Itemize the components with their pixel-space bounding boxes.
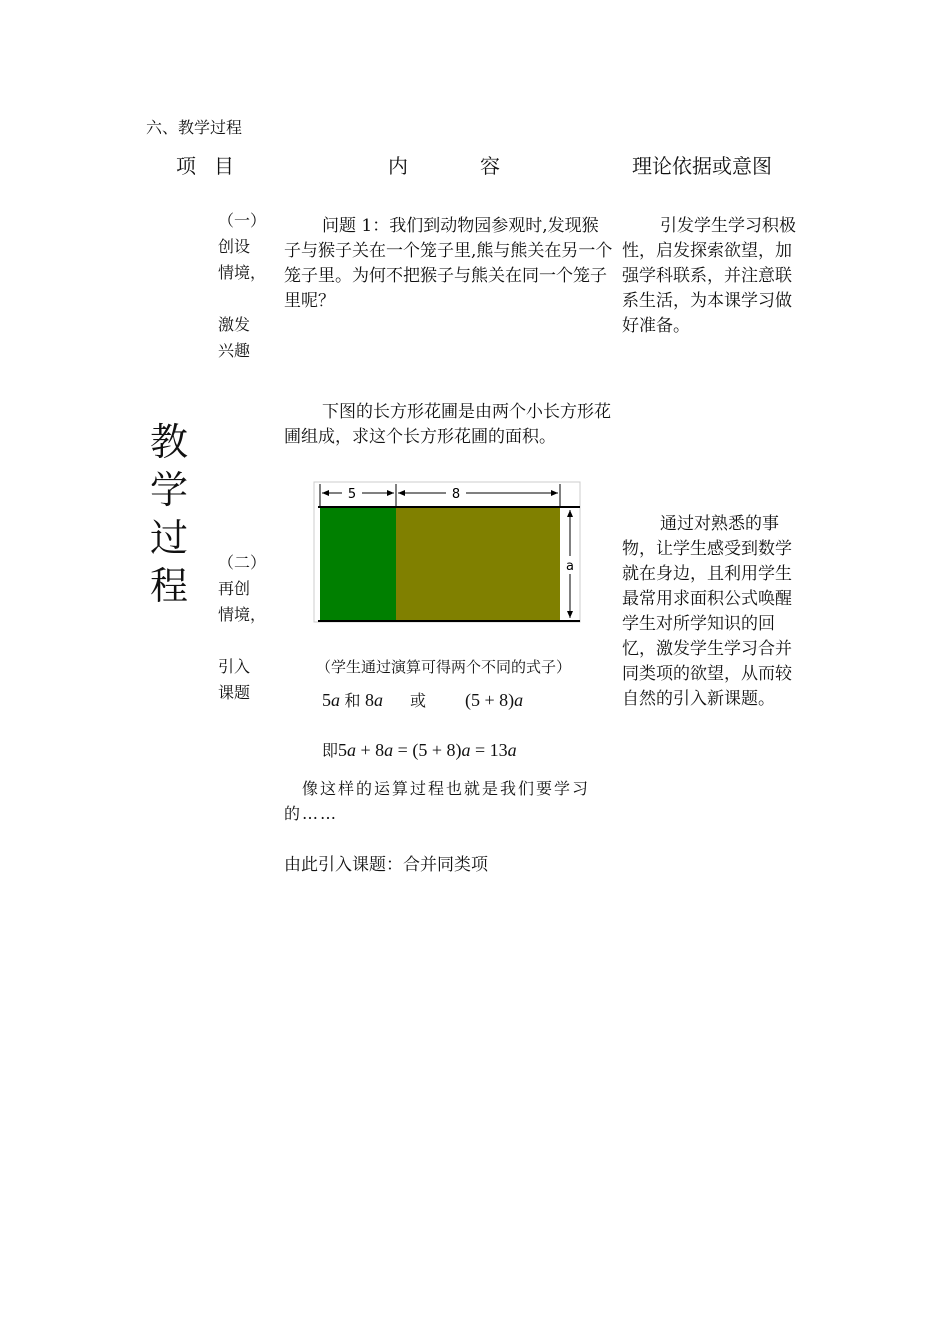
side-label-char: 程: [150, 564, 189, 608]
stage1-label-line: 激发: [218, 315, 251, 334]
stage2-content: 下图的长方形花圃是由两个小长方形花圃组成，求这个长方形花圃的面积。: [284, 402, 611, 447]
header-content-b: 容: [480, 154, 500, 178]
section-title: 六、教学过程: [146, 118, 243, 137]
f1-var: a: [374, 690, 384, 710]
stage2-label-line: 情境，: [218, 605, 267, 624]
arrow-right-icon: [387, 490, 394, 496]
f2-var: a: [507, 740, 517, 760]
f2-var: a: [347, 740, 357, 760]
stage2-label-line: 再创: [218, 579, 251, 598]
arrow-up-icon: [567, 510, 573, 517]
label-height-a: a: [566, 559, 574, 574]
stage2-after: 像这样的运算过程也就是我们要学习的……: [284, 779, 591, 823]
stage1-label-line: 兴趣: [218, 341, 251, 360]
f2-eq2: = 13: [470, 740, 508, 760]
f1-and: 和: [344, 691, 361, 710]
garden-figure: [312, 480, 584, 624]
stage2-intro: 由此引入课题：合并同类项: [284, 855, 488, 875]
stage1-theory: 引发学生学习积极性，启发探索欲望，加强学科联系，并注意联系生活，为本课学习做好准备。: [622, 216, 796, 336]
header-theory: 理论依据或意图: [632, 154, 772, 178]
stage1-label: [218, 208, 270, 364]
side-label: [150, 418, 198, 610]
stage2-theory: 通过对熟悉的事物，让学生感受到数学就在身边，且利用学生最常用求面积公式唤醒学生对所学知识的回忆，激发学生学习合并同类项的欲望，从而较自然的引入新课题。: [622, 514, 792, 709]
arrow-left-icon: [322, 490, 329, 496]
f1-a: 5: [322, 690, 331, 710]
arrow-right-icon: [551, 490, 558, 496]
stage2-label-line: [218, 628, 270, 654]
stage1-label-line: 创设: [218, 237, 251, 256]
stage2-label: [218, 550, 270, 706]
stage1-label-line: [218, 286, 270, 312]
f1-b: 8: [365, 690, 375, 710]
stage1-label-line: 情境，: [218, 263, 267, 282]
f1-var: a: [514, 690, 524, 710]
side-label-char: 过: [150, 516, 189, 560]
f2-prefix: 即: [322, 741, 339, 760]
stage2-label-line: 课题: [218, 683, 251, 702]
f1-var: a: [331, 690, 340, 710]
stage1-label-line: （一）: [218, 211, 267, 230]
stage2-label-line: （二）: [218, 553, 267, 572]
f1-c: (5 + 8): [465, 690, 515, 710]
formula-1: [322, 688, 523, 711]
f1-or: 或: [410, 691, 427, 710]
f2-eq: = (5 + 8): [393, 740, 462, 760]
label-width-5: 5: [347, 487, 357, 502]
left-rectangle: [320, 508, 396, 620]
label-width-8: 8: [451, 487, 461, 502]
right-rectangle: [396, 508, 560, 620]
f2-expr1: 5: [338, 740, 348, 760]
header-content-a: 内: [388, 154, 408, 178]
formula-2: [322, 738, 517, 761]
f2-plus: + 8: [356, 740, 385, 760]
stage2-label-line: 引入: [218, 657, 251, 676]
f2-var: a: [384, 740, 394, 760]
header-project: 项目: [176, 154, 252, 178]
arrow-down-icon: [567, 611, 573, 618]
arrow-left-icon: [398, 490, 405, 496]
side-label-char: 学: [150, 468, 189, 512]
f2-var: a: [461, 740, 471, 760]
stage2-note: （学生通过演算可得两个不同的式子）: [316, 658, 572, 676]
stage1-content: 问题 1：我们到动物园参观时,发现猴子与猴子关在一个笼子里,熊与熊关在另一个笼子里。为何不把猴子与熊关在同一个笼子里呢？: [284, 216, 613, 311]
side-label-char: 教: [150, 420, 189, 464]
